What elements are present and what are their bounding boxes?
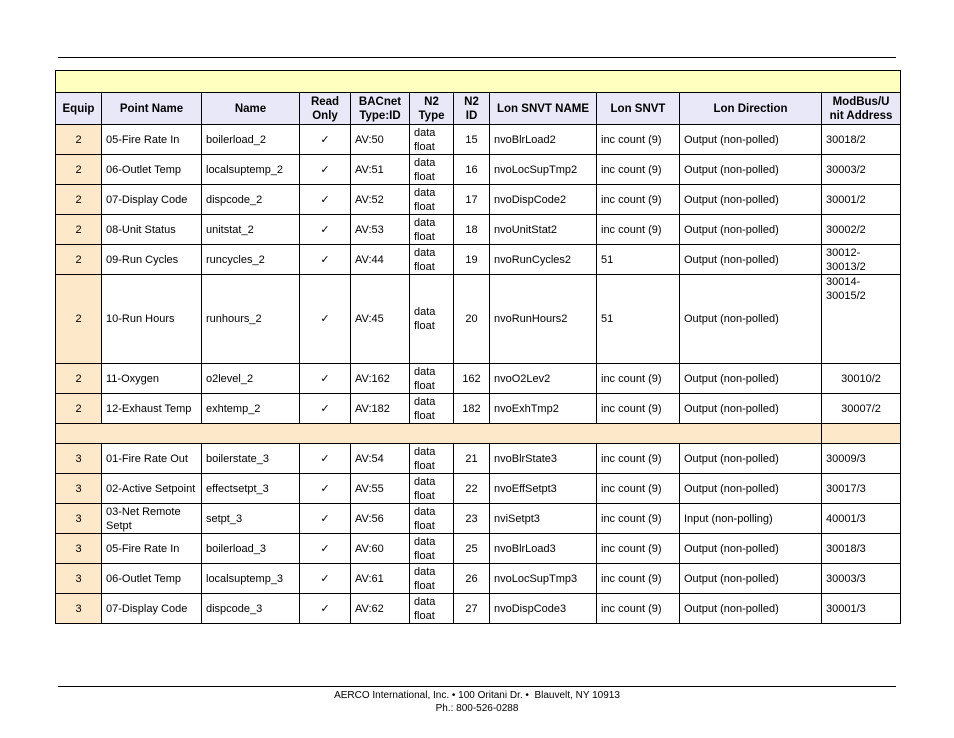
table-row [56, 594, 901, 624]
footer-address: AERCO International, Inc. • 100 Oritani Dr. • Blauvelt, NY 10913 [334, 690, 620, 701]
table-row [56, 155, 901, 185]
lon-direction-cell: Output (non-polled) [680, 444, 822, 474]
lon-snvt-name-cell: nvoRunHours2 [490, 275, 597, 364]
lon-snvt-cell: inc count (9) [597, 185, 680, 215]
group-separator [56, 424, 901, 444]
n2-type-cell: data float [410, 185, 454, 215]
n2-id-cell: 22 [454, 474, 490, 504]
modbus-cell: 30003/2 [822, 155, 901, 185]
lon-direction-cell: Output (non-polled) [680, 245, 822, 275]
point-name-cell: 06-Outlet Temp [102, 155, 202, 185]
equip-cell: 2 [56, 125, 102, 155]
table-row [56, 444, 901, 474]
column-header-text: Only [312, 109, 338, 122]
column-header-text: N2 [424, 95, 439, 108]
point-name-cell: 02-Active Setpoint [102, 474, 202, 504]
name-cell: localsuptemp_3 [202, 564, 300, 594]
lon-snvt-cell: inc count (9) [597, 364, 680, 394]
lon-snvt-name-cell: nvoDispCode3 [490, 594, 597, 624]
table-row [56, 185, 901, 215]
header-row [56, 93, 901, 125]
column-header-text: Read [310, 95, 340, 108]
name-cell: effectsetpt_3 [202, 474, 300, 504]
lon-direction-cell: Output (non-polled) [680, 185, 822, 215]
lon-snvt-name-cell: nvoBlrState3 [490, 444, 597, 474]
n2-id-cell: 162 [454, 364, 490, 394]
n2-id-cell: 26 [454, 564, 490, 594]
point-name-cell: 10-Run Hours [102, 275, 202, 364]
bacnet-cell: AV:50 [351, 125, 410, 155]
table-row [56, 534, 901, 564]
table-row [56, 564, 901, 594]
name-cell: boilerload_3 [202, 534, 300, 564]
name-cell: o2level_2 [202, 364, 300, 394]
read-only-check: ✓ [300, 364, 351, 394]
point-name-cell: 01-Fire Rate Out [102, 444, 202, 474]
n2-id-cell: 25 [454, 534, 490, 564]
column-header-text: Name [234, 102, 267, 115]
lon-direction-cell: Output (non-polled) [680, 534, 822, 564]
modbus-cell: 30018/2 [822, 125, 901, 155]
header-rule [58, 57, 896, 58]
lon-snvt-name-cell: nvoEffSetpt3 [490, 474, 597, 504]
equip-cell: 2 [56, 155, 102, 185]
modbus-cell: 30001/3 [822, 594, 901, 624]
modbus-cell: 30017/3 [822, 474, 901, 504]
table-row [56, 394, 901, 424]
column-header [102, 93, 202, 125]
column-header-text: Lon Direction [713, 102, 788, 115]
lon-snvt-cell: inc count (9) [597, 594, 680, 624]
point-name-cell: 07-Display Code [102, 594, 202, 624]
equip-cell: 3 [56, 534, 102, 564]
table-row [56, 474, 901, 504]
lon-snvt-name-cell: nviSetpt3 [490, 504, 597, 534]
lon-snvt-name-cell: nvoLocSupTmp2 [490, 155, 597, 185]
column-header-text: BACnet [358, 95, 402, 108]
read-only-check: ✓ [300, 474, 351, 504]
n2-id-cell: 23 [454, 504, 490, 534]
read-only-check: ✓ [300, 594, 351, 624]
point-name-cell: 05-Fire Rate In [102, 534, 202, 564]
lon-snvt-cell: inc count (9) [597, 564, 680, 594]
read-only-check: ✓ [300, 155, 351, 185]
lon-direction-cell: Output (non-polled) [680, 215, 822, 245]
name-cell: runhours_2 [202, 275, 300, 364]
read-only-check: ✓ [300, 275, 351, 364]
lon-snvt-cell: inc count (9) [597, 534, 680, 564]
column-header-text: Lon SNVT NAME [497, 102, 589, 115]
modbus-cell: 30007/2 [822, 394, 901, 424]
equip-cell: 3 [56, 444, 102, 474]
bacnet-cell: AV:54 [351, 444, 410, 474]
column-header-text: N2 [464, 95, 479, 108]
lon-snvt-name-cell: nvoLocSupTmp3 [490, 564, 597, 594]
point-name-cell: 05-Fire Rate In [102, 125, 202, 155]
lon-direction-cell: Output (non-polled) [680, 394, 822, 424]
n2-type-cell: data float [410, 125, 454, 155]
column-header-text: Type [418, 109, 445, 122]
equip-cell: 2 [56, 185, 102, 215]
read-only-check: ✓ [300, 394, 351, 424]
equip-cell: 3 [56, 564, 102, 594]
lon-snvt-cell: inc count (9) [597, 444, 680, 474]
lon-snvt-name-cell: nvoRunCycles2 [490, 245, 597, 275]
modbus-cell: 30003/3 [822, 564, 901, 594]
n2-type-cell: data float [410, 245, 454, 275]
modbus-cell: 30010/2 [822, 364, 901, 394]
modbus-cell: 40001/3 [822, 504, 901, 534]
name-cell: boilerload_2 [202, 125, 300, 155]
n2-type-cell: data float [410, 155, 454, 185]
lon-snvt-cell: inc count (9) [597, 155, 680, 185]
bacnet-cell: AV:62 [351, 594, 410, 624]
point-name-cell: 08-Unit Status [102, 215, 202, 245]
bacnet-cell: AV:45 [351, 275, 410, 364]
point-name-cell: 12-Exhaust Temp [102, 394, 202, 424]
lon-snvt-name-cell: nvoBlrLoad3 [490, 534, 597, 564]
n2-type-cell: data float [410, 594, 454, 624]
lon-direction-cell: Output (non-polled) [680, 364, 822, 394]
n2-id-cell: 15 [454, 125, 490, 155]
points-table [55, 70, 901, 624]
bacnet-cell: AV:60 [351, 534, 410, 564]
n2-id-cell: 21 [454, 444, 490, 474]
n2-type-cell: data float [410, 394, 454, 424]
point-name-cell: 03-Net Remote Setpt [102, 504, 202, 534]
read-only-check: ✓ [300, 504, 351, 534]
column-header-text: ID [465, 109, 478, 122]
lon-snvt-name-cell: nvoExhTmp2 [490, 394, 597, 424]
n2-id-cell: 27 [454, 594, 490, 624]
lon-snvt-name-cell: nvoO2Lev2 [490, 364, 597, 394]
table-row [56, 364, 901, 394]
modbus-cell: 30018/3 [822, 534, 901, 564]
modbus-cell: 30009/3 [822, 444, 901, 474]
lon-direction-cell: Output (non-polled) [680, 275, 822, 364]
lon-direction-cell: Output (non-polled) [680, 594, 822, 624]
bacnet-cell: AV:162 [351, 364, 410, 394]
column-header [56, 93, 102, 125]
lon-snvt-cell: inc count (9) [597, 125, 680, 155]
n2-id-cell: 19 [454, 245, 490, 275]
column-header-text: ModBus/U [832, 95, 890, 108]
bacnet-cell: AV:44 [351, 245, 410, 275]
column-header-text: nit Address [829, 109, 893, 122]
n2-id-cell: 182 [454, 394, 490, 424]
lon-snvt-name-cell: nvoBlrLoad2 [490, 125, 597, 155]
column-header [597, 93, 680, 125]
n2-type-cell: data float [410, 364, 454, 394]
read-only-check: ✓ [300, 444, 351, 474]
lon-direction-cell: Input (non-polling) [680, 504, 822, 534]
column-header-text: Lon SNVT [610, 102, 666, 115]
column-header [202, 93, 300, 125]
column-header [410, 93, 454, 125]
n2-type-cell: data float [410, 444, 454, 474]
table-title-bar [56, 71, 901, 93]
name-cell: exhtemp_2 [202, 394, 300, 424]
footer-phone: Ph.: 800-526-0288 [435, 703, 519, 714]
lon-snvt-name-cell: nvoUnitStat2 [490, 215, 597, 245]
table-row [56, 504, 901, 534]
name-cell: dispcode_2 [202, 185, 300, 215]
point-name-cell: 06-Outlet Temp [102, 564, 202, 594]
lon-direction-cell: Output (non-polled) [680, 474, 822, 504]
lon-direction-cell: Output (non-polled) [680, 155, 822, 185]
n2-type-cell: data float [410, 215, 454, 245]
point-name-cell: 07-Display Code [102, 185, 202, 215]
point-name-cell: 09-Run Cycles [102, 245, 202, 275]
modbus-cell: 30012-30013/2 [822, 245, 901, 275]
name-cell: unitstat_2 [202, 215, 300, 245]
n2-type-cell: data float [410, 534, 454, 564]
equip-cell: 3 [56, 474, 102, 504]
bacnet-cell: AV:51 [351, 155, 410, 185]
lon-snvt-cell: 51 [597, 275, 680, 364]
table-body [56, 125, 901, 624]
table-row [56, 215, 901, 245]
lon-snvt-cell: inc count (9) [597, 215, 680, 245]
modbus-cell: 30001/2 [822, 185, 901, 215]
modbus-cell: 30002/2 [822, 215, 901, 245]
equip-cell: 2 [56, 215, 102, 245]
read-only-check: ✓ [300, 125, 351, 155]
n2-type-cell: data float [410, 474, 454, 504]
bacnet-cell: AV:56 [351, 504, 410, 534]
read-only-check: ✓ [300, 245, 351, 275]
equip-cell: 2 [56, 275, 102, 364]
n2-type-cell: data float [410, 275, 454, 364]
equip-cell: 3 [56, 594, 102, 624]
equip-cell: 2 [56, 394, 102, 424]
n2-id-cell: 18 [454, 215, 490, 245]
name-cell: setpt_3 [202, 504, 300, 534]
modbus-cell: 30014-30015/2 [822, 275, 901, 364]
name-cell: runcycles_2 [202, 245, 300, 275]
bacnet-cell: AV:182 [351, 394, 410, 424]
column-header [454, 93, 490, 125]
name-cell: boilerstate_3 [202, 444, 300, 474]
n2-id-cell: 16 [454, 155, 490, 185]
bacnet-cell: AV:55 [351, 474, 410, 504]
equip-cell: 2 [56, 245, 102, 275]
bacnet-cell: AV:52 [351, 185, 410, 215]
read-only-check: ✓ [300, 185, 351, 215]
n2-type-cell: data float [410, 564, 454, 594]
table-row [56, 275, 901, 364]
column-header [351, 93, 410, 125]
read-only-check: ✓ [300, 215, 351, 245]
table-row [56, 245, 901, 275]
lon-snvt-cell: inc count (9) [597, 504, 680, 534]
column-header-text: Type:ID [359, 109, 401, 122]
lon-snvt-cell: 51 [597, 245, 680, 275]
equip-cell: 3 [56, 504, 102, 534]
read-only-check: ✓ [300, 534, 351, 564]
lon-direction-cell: Output (non-polled) [680, 564, 822, 594]
lon-snvt-name-cell: nvoDispCode2 [490, 185, 597, 215]
lon-snvt-cell: inc count (9) [597, 474, 680, 504]
column-header [680, 93, 822, 125]
lon-snvt-cell: inc count (9) [597, 394, 680, 424]
name-cell: dispcode_3 [202, 594, 300, 624]
page-footer [0, 689, 954, 715]
bacnet-cell: AV:53 [351, 215, 410, 245]
n2-type-cell: data float [410, 504, 454, 534]
column-header-text: Point Name [119, 102, 184, 115]
lon-direction-cell: Output (non-polled) [680, 125, 822, 155]
equip-cell: 2 [56, 364, 102, 394]
footer-rule [58, 686, 896, 687]
bacnet-cell: AV:61 [351, 564, 410, 594]
read-only-check: ✓ [300, 564, 351, 594]
name-cell: localsuptemp_2 [202, 155, 300, 185]
n2-id-cell: 17 [454, 185, 490, 215]
column-header-text: Equip [62, 102, 95, 115]
point-name-cell: 11-Oxygen [102, 364, 202, 394]
column-header [300, 93, 351, 125]
n2-id-cell: 20 [454, 275, 490, 364]
column-header [490, 93, 597, 125]
column-header [822, 93, 901, 125]
table-row [56, 125, 901, 155]
